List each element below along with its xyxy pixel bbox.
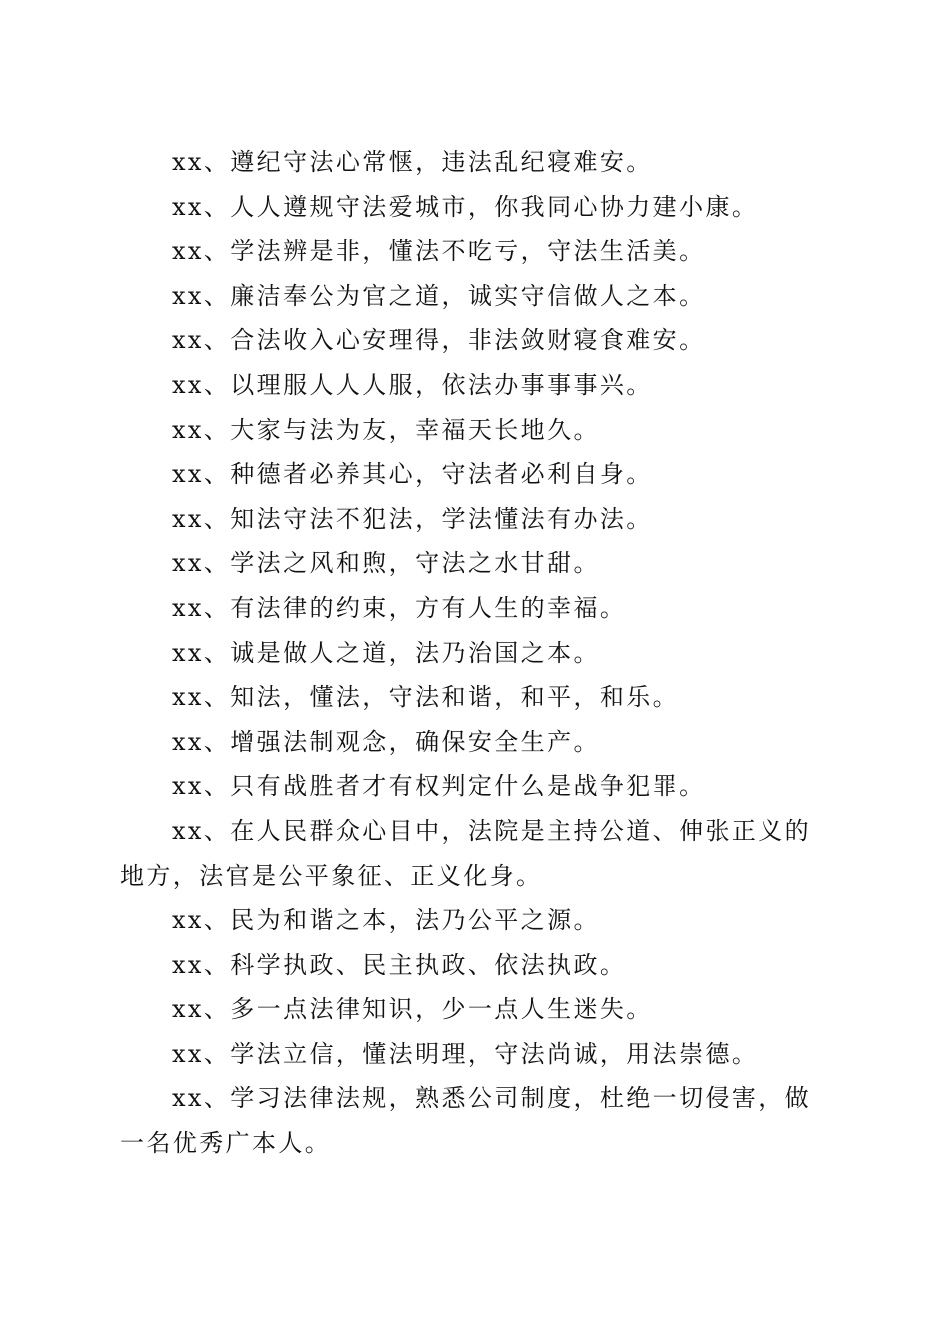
paragraph: xx、学法之风和煦，守法之水甘甜。 (172, 549, 600, 578)
paragraph: xx、人人遵规守法爱城市，你我同心协力建小康。 (172, 192, 759, 221)
paragraph: xx、学习法律法规，熟悉公司制度，杜绝一切侵害，做一名优秀广本人。 (120, 1084, 812, 1158)
paragraph: xx、学法立信，懂法明理，守法尚诚，用法崇德。 (172, 1039, 759, 1068)
paragraph: xx、诚是做人之道，法乃治国之本。 (172, 638, 600, 667)
paragraph: xx、廉洁奉公为官之道，诚实守信做人之本。 (172, 281, 706, 310)
paragraph: xx、合法收入心安理得，非法敛财寝食难安。 (172, 326, 706, 355)
paragraph: xx、多一点法律知识，少一点人生迷失。 (172, 995, 653, 1024)
paragraph: xx、只有战胜者才有权判定什么是战争犯罪。 (172, 772, 706, 801)
paragraph: xx、科学执政、民主执政、依法执政。 (172, 950, 627, 979)
paragraph: xx、大家与法为友，幸福天长地久。 (172, 415, 600, 444)
paragraph: xx、知法守法不犯法，学法懂法有办法。 (172, 504, 653, 533)
paragraph: xx、知法，懂法，守法和谐，和平，和乐。 (172, 683, 680, 712)
paragraph: xx、增强法制观念，确保安全生产。 (172, 727, 600, 756)
paragraph: xx、以理服人人人服，依法办事事事兴。 (172, 370, 653, 399)
document-body (120, 140, 830, 1166)
paragraph: xx、民为和谐之本，法乃公平之源。 (172, 906, 600, 935)
paragraph: xx、有法律的约束，方有人生的幸福。 (172, 593, 627, 622)
paragraph: xx、遵纪守法心常惬，违法乱纪寝难安。 (172, 148, 653, 176)
paragraph: xx、种德者必养其心，守法者必利自身。 (172, 460, 653, 489)
paragraph: xx、在人民群众心目中，法院是主持公道、伸张正义的地方，法官是公平象征、正义化身。 (120, 816, 812, 890)
paragraph: xx、学法辨是非，懂法不吃亏，守法生活美。 (172, 237, 706, 266)
